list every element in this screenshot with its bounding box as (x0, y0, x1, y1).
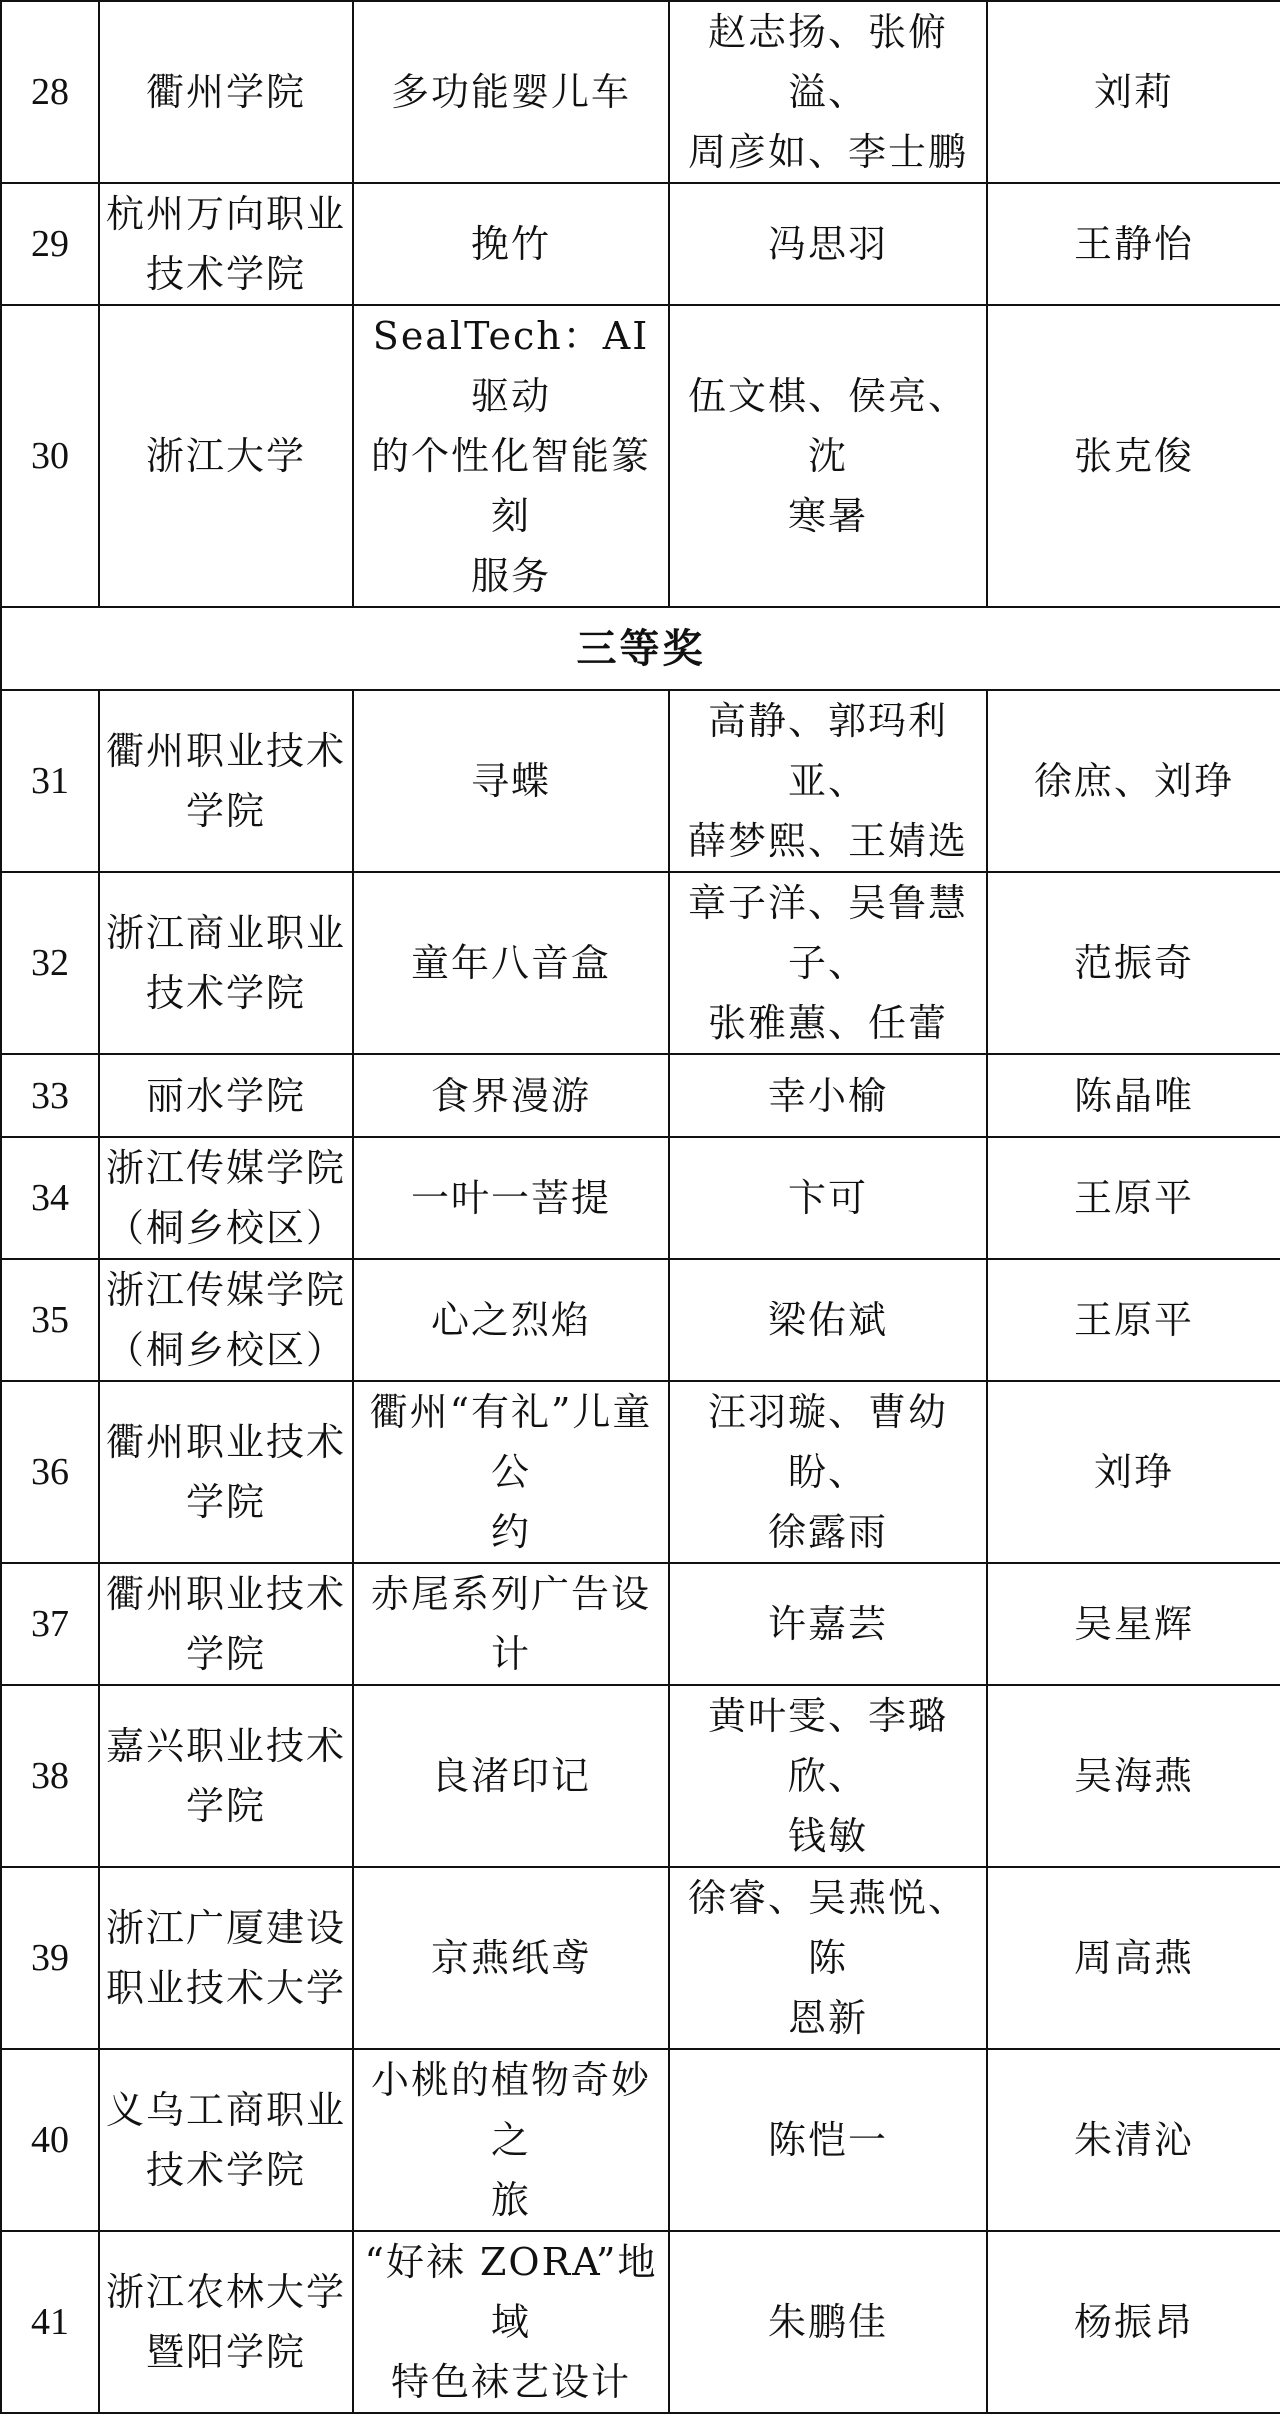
project-name-cell (353, 1563, 669, 1685)
school-cell (99, 1054, 353, 1137)
student-names-cell (669, 1054, 987, 1137)
student-names-cell-line: 卞可 (787, 1176, 868, 1220)
school-cell-line: （桐乡校区） (105, 1206, 346, 1250)
school-cell (99, 1563, 353, 1685)
project-name-cell (353, 1867, 669, 2049)
school-cell-line: 浙江商业职业 (105, 911, 346, 955)
student-names-cell (669, 183, 987, 305)
advisor-cell (987, 2231, 1280, 2413)
school-cell (99, 183, 353, 305)
table-row (1, 1381, 1280, 1563)
project-name-cell-line: 特色袜艺设计 (390, 2360, 631, 2404)
school-cell (99, 1685, 353, 1867)
student-names-cell-line: 薛梦熙、王婧选 (687, 819, 968, 863)
rank-number-cell: 31 (1, 690, 99, 872)
school-cell-line: 义乌工商职业 (105, 2088, 346, 2132)
table-row (1, 1, 1280, 183)
student-names-cell-line: 冯思羽 (767, 222, 888, 266)
school-cell-line: 浙江大学 (145, 434, 306, 478)
advisor-cell (987, 1867, 1280, 2049)
school-cell-line: 学院 (185, 1632, 266, 1676)
rank-number-cell: 38 (1, 1685, 99, 1867)
advisor-cell-line: 吴星辉 (1073, 1602, 1194, 1646)
rank-number-cell: 37 (1, 1563, 99, 1685)
project-name-cell-line: “好袜 ZORA”地域 (364, 2240, 658, 2344)
student-names-cell-line: 徐睿、吴燕悦、陈 (687, 1876, 968, 1980)
project-name-cell (353, 305, 669, 607)
school-cell-line: 浙江传媒学院 (105, 1268, 346, 1312)
table-row (1, 872, 1280, 1054)
project-name-cell-line: 服务 (470, 554, 551, 598)
student-names-cell-line: 周彦如、李士鹏 (687, 130, 968, 174)
table-row (1, 1563, 1280, 1685)
school-cell-line: 学院 (185, 789, 266, 833)
advisor-cell-line: 周高燕 (1073, 1936, 1194, 1980)
project-name-cell-line: 京燕纸鸢 (430, 1936, 591, 1980)
school-cell-line: 嘉兴职业技术 (105, 1724, 346, 1768)
advisor-cell (987, 1563, 1280, 1685)
school-cell (99, 2231, 353, 2413)
advisor-cell-line: 杨振昂 (1073, 2300, 1194, 2344)
student-names-cell (669, 1685, 987, 1867)
project-name-cell-line: 约 (490, 1510, 531, 1554)
student-names-cell-line: 朱鹏佳 (767, 2300, 888, 2344)
table-row (1, 1685, 1280, 1867)
student-names-cell (669, 1563, 987, 1685)
advisor-cell (987, 1, 1280, 183)
project-name-cell-line: 心之烈焰 (430, 1298, 591, 1342)
table-row (1, 1259, 1280, 1381)
student-names-cell-line: 陈恺一 (767, 2118, 888, 2162)
school-cell-line: 衢州职业技术 (105, 1420, 346, 1464)
table-row (1, 1867, 1280, 2049)
advisor-cell (987, 872, 1280, 1054)
school-cell (99, 1867, 353, 2049)
rank-number-cell: 28 (1, 1, 99, 183)
school-cell-line: 技术学院 (145, 252, 306, 296)
advisor-cell-line: 朱清沁 (1073, 2118, 1194, 2162)
school-cell-line: 浙江农林大学 (105, 2270, 346, 2314)
school-cell-line: 职业技术大学 (105, 1966, 346, 2010)
table-row (1, 1054, 1280, 1137)
project-name-cell-line: 小桃的植物奇妙之 (370, 2058, 651, 2162)
school-cell (99, 1137, 353, 1259)
student-names-cell-line: 钱敏 (787, 1814, 868, 1858)
school-cell (99, 1, 353, 183)
student-names-cell (669, 1137, 987, 1259)
project-name-cell-line: 挽竹 (470, 222, 551, 266)
rank-number-cell: 36 (1, 1381, 99, 1563)
project-name-cell (353, 1, 669, 183)
school-cell (99, 690, 353, 872)
school-cell-line: 浙江广厦建设 (105, 1906, 346, 1950)
student-names-cell-line: 章子洋、吴鲁慧子、 (687, 881, 968, 985)
project-name-cell (353, 1054, 669, 1137)
student-names-cell (669, 872, 987, 1054)
student-names-cell-line: 伍文棋、侯亮、沈 (687, 374, 968, 478)
table-row (1, 2231, 1280, 2413)
rank-number-cell: 39 (1, 1867, 99, 2049)
student-names-cell (669, 2049, 987, 2231)
student-names-cell-line: 张雅蕙、任蕾 (707, 1001, 948, 1045)
advisor-cell (987, 2049, 1280, 2231)
student-names-cell-line: 汪羽璇、曹幼盼、 (707, 1390, 948, 1494)
student-names-cell-line: 许嘉芸 (767, 1602, 888, 1646)
school-cell-line: 技术学院 (145, 971, 306, 1015)
advisor-cell-line: 张克俊 (1073, 434, 1194, 478)
advisor-cell-line: 陈晶唯 (1073, 1073, 1194, 1118)
school-cell-line: 暨阳学院 (145, 2330, 306, 2374)
advisor-cell-line: 王原平 (1073, 1176, 1194, 1220)
rank-number-cell: 35 (1, 1259, 99, 1381)
project-name-cell (353, 872, 669, 1054)
school-cell-line: 衢州学院 (145, 70, 306, 114)
project-name-cell (353, 2231, 669, 2413)
student-names-cell (669, 1381, 987, 1563)
rank-number-cell: 41 (1, 2231, 99, 2413)
section-header-group (1, 607, 1280, 690)
student-names-cell-line: 高静、郭玛利亚、 (707, 699, 948, 803)
project-name-cell-line: 赤尾系列广告设计 (370, 1572, 651, 1676)
student-names-cell (669, 1259, 987, 1381)
project-name-cell (353, 1259, 669, 1381)
school-cell-line: 学院 (185, 1784, 266, 1828)
rank-number-cell: 32 (1, 872, 99, 1054)
table-row (1, 2049, 1280, 2231)
advisor-cell-line: 吴海燕 (1073, 1754, 1194, 1798)
table-row (1, 305, 1280, 607)
rank-number-cell: 29 (1, 183, 99, 305)
school-cell (99, 872, 353, 1054)
table-row (1, 1137, 1280, 1259)
advisor-cell (987, 1054, 1280, 1137)
awards-table-third-prize-rows (1, 690, 1280, 2413)
school-cell-line: 浙江传媒学院 (105, 1146, 346, 1190)
school-cell (99, 305, 353, 607)
advisor-cell (987, 1259, 1280, 1381)
school-cell-line: 学院 (185, 1480, 266, 1524)
section-title-third-prize: 三等奖 (1, 607, 1280, 690)
rank-number-cell: 34 (1, 1137, 99, 1259)
student-names-cell-line: 徐露雨 (767, 1510, 888, 1554)
project-name-cell-line: 的个性化智能篆刻 (370, 434, 651, 538)
table-row (1, 690, 1280, 872)
student-names-cell (669, 690, 987, 872)
project-name-cell-line: 良渚印记 (430, 1754, 591, 1798)
project-name-cell-line: 多功能婴儿车 (390, 70, 631, 114)
project-name-cell-line: 童年八音盒 (410, 941, 611, 985)
student-names-cell (669, 305, 987, 607)
student-names-cell-line: 黄叶雯、李璐欣、 (707, 1694, 948, 1798)
advisor-cell (987, 690, 1280, 872)
awards-table-top-rows (1, 1, 1280, 607)
project-name-cell-line: 旅 (490, 2178, 531, 2222)
school-cell (99, 1259, 353, 1381)
section-header-row (1, 607, 1280, 690)
school-cell-line: 技术学院 (145, 2148, 306, 2192)
student-names-cell-line: 寒暑 (787, 494, 868, 538)
student-names-cell-line: 幸小榆 (767, 1073, 888, 1118)
project-name-cell-line: SealTech：AI 驱动 (372, 314, 650, 418)
advisor-cell-line: 范振奇 (1073, 941, 1194, 985)
advisor-cell-line: 王静怡 (1073, 222, 1194, 266)
project-name-cell (353, 690, 669, 872)
school-cell (99, 1381, 353, 1563)
project-name-cell (353, 2049, 669, 2231)
advisor-cell (987, 305, 1280, 607)
school-cell-line: 衢州职业技术 (105, 1572, 346, 1616)
student-names-cell (669, 1, 987, 183)
project-name-cell-line: 寻蝶 (470, 759, 551, 803)
school-cell-line: 丽水学院 (145, 1073, 306, 1118)
project-name-cell (353, 183, 669, 305)
project-name-cell (353, 1137, 669, 1259)
advisor-cell-line: 徐庶、刘琤 (1033, 759, 1234, 803)
project-name-cell-line: 食界漫游 (430, 1073, 591, 1118)
advisor-cell-line: 刘琤 (1093, 1450, 1174, 1494)
school-cell-line: （桐乡校区） (105, 1328, 346, 1372)
project-name-cell (353, 1685, 669, 1867)
student-names-cell-line: 赵志扬、张俯溢、 (707, 10, 948, 114)
school-cell-line: 杭州万向职业 (105, 192, 346, 236)
school-cell-line: 衢州职业技术 (105, 729, 346, 773)
advisor-cell-line: 王原平 (1073, 1298, 1194, 1342)
advisor-cell (987, 1381, 1280, 1563)
project-name-cell-line: 衢州“有礼”儿童公 (369, 1390, 653, 1494)
student-names-cell (669, 2231, 987, 2413)
student-names-cell-line: 恩新 (787, 1996, 868, 2040)
rank-number-cell: 30 (1, 305, 99, 607)
student-names-cell-line: 梁佑斌 (767, 1298, 888, 1342)
project-name-cell (353, 1381, 669, 1563)
advisor-cell (987, 1137, 1280, 1259)
student-names-cell (669, 1867, 987, 2049)
advisor-cell (987, 183, 1280, 305)
project-name-cell-line: 一叶一菩提 (410, 1176, 611, 1220)
table-row (1, 183, 1280, 305)
rank-number-cell: 40 (1, 2049, 99, 2231)
advisor-cell-line: 刘莉 (1093, 70, 1174, 114)
advisor-cell (987, 1685, 1280, 1867)
rank-number-cell: 33 (1, 1054, 99, 1137)
school-cell (99, 2049, 353, 2231)
